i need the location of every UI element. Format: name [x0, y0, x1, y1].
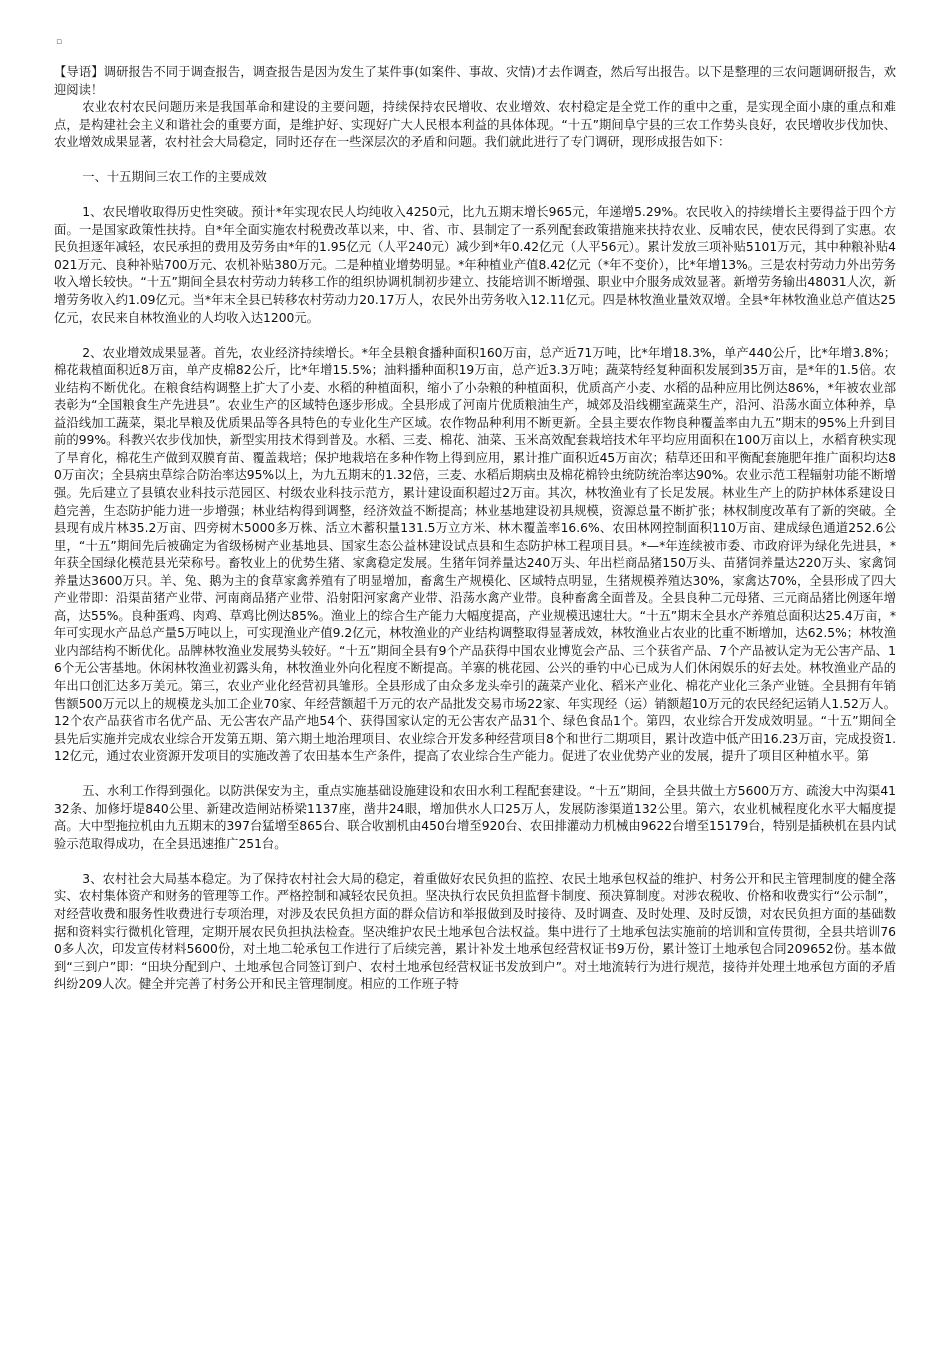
bullet-marker: ▫	[56, 37, 63, 47]
rural-stability-paragraph: 3、农村社会大局基本稳定。为了保持农村社会大局的稳定，着重做好农民负担的监控、农民土地承包权益的维护、村务公开和民主管理制度的健全落实、农村集体资产和财务的管理等工作。严格控制和减轻农民负担。坚决执行农民负担监督卡制度、预决算制度。对涉农税收、价格和收费实行“公示制”，对经营收费和服务性收费进行专项治理，对涉及农民负担方面的群众信访和举报做到及时接待、及时调查、及时处理、及时反馈，对农民负担方面的基础数据和资料实行微机化管理，定期开展农民负担执法检查。坚决维护农民土地承包合法权益。集中进行了土地承包法实施前的培训和宣传贯彻，全县共培训760多人次，印发宣传材料5600份，对土地二轮承包工作进行了后续完善，累计补发土地承包经营权证书9万份，累计签订土地承包合同209652份。基本做到“三到户”即：“田块分配到户、土地承包合同签订到户、农村土地承包经营权证书发放到户”。对土地流转行为进行规范，接待并处理土地承包方面的矛盾纠纷209人次。健全并完善了村务公开和民主管理制度。相应的工作班子特	[54, 871, 896, 992]
agriculture-efficiency-paragraph: 2、农业增效成果显著。首先，农业经济持续增长。*年全县粮食播种面积160万亩，总产近71万吨，比*年增18.3%，单产440公斤，比*年增3.8%；棉花栽植面积近8万亩，单产皮棉82公斤，比*年增15.5%；油料播种面积19万亩，总产近3.3万吨；蔬菜特经复种面积发展到35万亩，是*年的1.5倍。农业结构不断优化。在粮食结构调整上扩大了小麦、水稻的种植面积，缩小了小杂粮的种植面积，优质高产小麦、水稻的品种应用比例达86%，*年被农业部表彰为“全国粮食生产先进县”。农业生产的区域特色逐步形成。全县形成了河南片优质粮油生产，城郊及沿线棚室蔬菜生产，沿河、沿荡水面立体种养，阜益沿线加工蔬菜，渠北旱粮及优质果品等各具特色的专业化生产区域。农作物品种利用不断更新。全县主要农作物良种覆盖率由九五”期末的95%上升到目前的99%。科教兴农步伐加快，新型实用技术得到普及。水稻、三麦、棉花、油菜、玉米高效配套栽培技术年平均应用面积在100万亩以上，水稻育秧实现了旱育化，棉花生产做到双膜育苗、覆盖栽培；保护地栽培在多种作物上得到应用，累计推广面积近45万亩次；秸草还田和平衡配套施肥年推广面积均达80万亩次；全县病虫草综合防治率达95%以上，为九五期末的1.32倍，三麦、水稻后期病虫及棉花棉铃虫统防统治率达90%。农业示范工程辐射功能不断增强。先后建立了县镇农业科技示范园区、村级农业科技示范方，累计建设面积超过2万亩。其次，林牧渔业有了长足发展。林业生产上的防护林体系建设日趋完善，生态防护能力进一步增强；林业结构得到调整，经济效益不断提高；林业基地建设初具规模，资源总量不断扩张；林权制度改革有了新的突破。全县现有成片林35.2万亩、四旁树木5000多万株、活立木蓄积量131.5万立方米、林木覆盖率16.6%、农田林网控制面积110万亩、建成绿色通道252.6公里，“十五”期间先后被确定为省级杨树产业基地县、国家生态公益林建设试点县和生态防护林工程项目县。*—*年连续被市委、市政府评为绿化先进县，*年获全国绿化模范县光荣称号。畜牧业上的优势生猪、家禽稳定发展。生猪年饲养量达240万头、年出栏商品猪150万头、苗猪饲养量达220万头、家禽饲养量达3600万只。羊、兔、鹅为主的食草家禽养殖有了明显增加，畜禽生产规模化、区域特点明显，生猪规模养殖达30%，家禽达70%，全县形成了四大产业带即：沿渠苗猪产业带、河南商品猪产业带、沿射阳河家禽产业带、沿荡水禽产业带。良种畜禽全面普及。全县良种二元母猪、三元商品猪比例逐年增高，达55%。良种蛋鸡、肉鸡、草鸡比例达85%。渔业上的综合生产能力大幅度提高，产业规模迅速壮大。“十五”期末全县水产养殖总面积达25.4万亩，*年可实现水产品总产量5万吨以上，可实现渔业产值9.2亿元，林牧渔业的产业结构调整取得显著成效，林牧渔业占农业的比重不断增加，达62.5%；林牧渔业内部结构不断优化。品牌林牧渔业发展势头较好。“十五”期间全县有9个产品获得中国农业博览会产品、三个获省产品、7个产品被认定为无公害产品、16个无公害基地。休闲林牧渔业初露头角，林牧渔业外向化程度不断提高。羊寨的桃花园、公兴的垂钓中心已成为人们休闲娱乐的好去处。林牧渔业产品的年出口创汇达多万美元。第三，农业产业化经营初具雏形。全县形成了由众多龙头牵引的蔬菜产业化、稻米产业化、棉花产业化三条产业链。全县拥有年销售额500万元以上的规模龙头加工企业70家、年经营额超千万元的农产品批发交易市场22家、年实现经（运）销额超10万元的农民经纪运销人1.52万人。12个农产品获省市名优产品、无公害农产品产地54个、获得国家认定的无公害农产品31个、绿色食品1个。第四，农业综合开发成效明显。“十五”期间全县先后实施并完成农业综合开发第五期、第六期土地治理项目、农业综合开发多种经营项目8个和世行二期项目，累计改造中低产田16.23万亩，完成投资1.12亿元，通过农业资源开发项目的实施改善了农田基本生产条件，提高了农业综合生产能力。促进了农业优势产业的发展，提升了项目区种植水平。第	[54, 345, 896, 764]
section-heading: 一、十五期间三农工作的主要成效	[82, 170, 267, 185]
paragraph-gap	[54, 853, 896, 871]
paragraph-gap	[54, 327, 896, 345]
opening-paragraph: 农业农村农民问题历来是我国革命和建设的主要问题，持续保持农民增收、农业增效、农村稳定是全党工作的重中之重，是实现全面小康的重点和难点，是构建社会主义和谐社会的重要方面，是维护好、实现好广大人民根本利益的具体体现。“十五”期间阜宁县的三农工作势头良好，农民增收步伐加快、农业增效成果显著，农村社会大局稳定，同时还存在一些深层次的矛盾和问题。我们就此进行了专门调研，现形成报告如下：	[54, 100, 896, 150]
paragraph-gap	[54, 152, 896, 170]
paragraph-gap	[54, 766, 896, 784]
farmer-income-paragraph: 1、农民增收取得历史性突破。预计*年实现农民人均纯收入4250元，比九五期末增长965元，年递增5.29%。农民收入的持续增长主要得益于四个方面。一是国家政策性扶持。自*年全面实施农村税费改革以来，中、省、市、县制定了一系列配套政策措施来扶持农业、反哺农民，使农民得到了实惠。农民负担逐年减轻，农民承担的费用及劳务由*年的1.95亿元（人平240元）减少到*年0.42亿元（人平56元）。累计发放三项补贴5101万元，其中种粮补贴4021万元、良种补贴700万元、农机补贴380万元。二是种植业增势明显。*年种植业产值8.42亿元（*年不变价），比*年增13%。三是农村劳动力外出劳务收入增长较快。“十五”期间全县农村劳动力转移工作的组织协调机制初步建立、技能培训不断增强、职业中介服务成效显著。新增劳务输出48031人次，新增劳务收入约1.09亿元。当*年末全县已转移农村劳动力20.17万人，农民外出劳务收入12.11亿元。四是林牧渔业量效双增。全县*年林牧渔业总产值达25亿元，农民来自林牧渔业的人均收入达1200元。	[54, 205, 896, 325]
water-conservancy-paragraph: 五、水利工作得到强化。以防洪保安为主，重点实施基础设施建设和农田水利工程配套建设。“十五”期间，全县共做土方5600万方、疏浚大中沟渠4132条、加修圩堤840公里、新建改造闸站桥梁1137座，凿井24眼，增加供水人口25万人，发展防渗渠道132公里。第六，农业机械程度化水平大幅度提高。大中型拖拉机由九五期末的397台猛增至865台、联合收割机由450台增至920台、农田排灌动力机械由9622台增至15179台，特别是插秧机在县内试验示范取得成功，在全县迅速推广251台。	[54, 784, 896, 851]
intro-paragraph: 【导语】调研报告不同于调查报告，调查报告是因为发生了某件事(如案件、事故、灾情)才去作调查，然后写出报告。以下是整理的三农问题调研报告，欢迎阅读！	[54, 65, 896, 97]
document-page	[54, 36, 896, 994]
paragraph-gap	[54, 187, 896, 205]
